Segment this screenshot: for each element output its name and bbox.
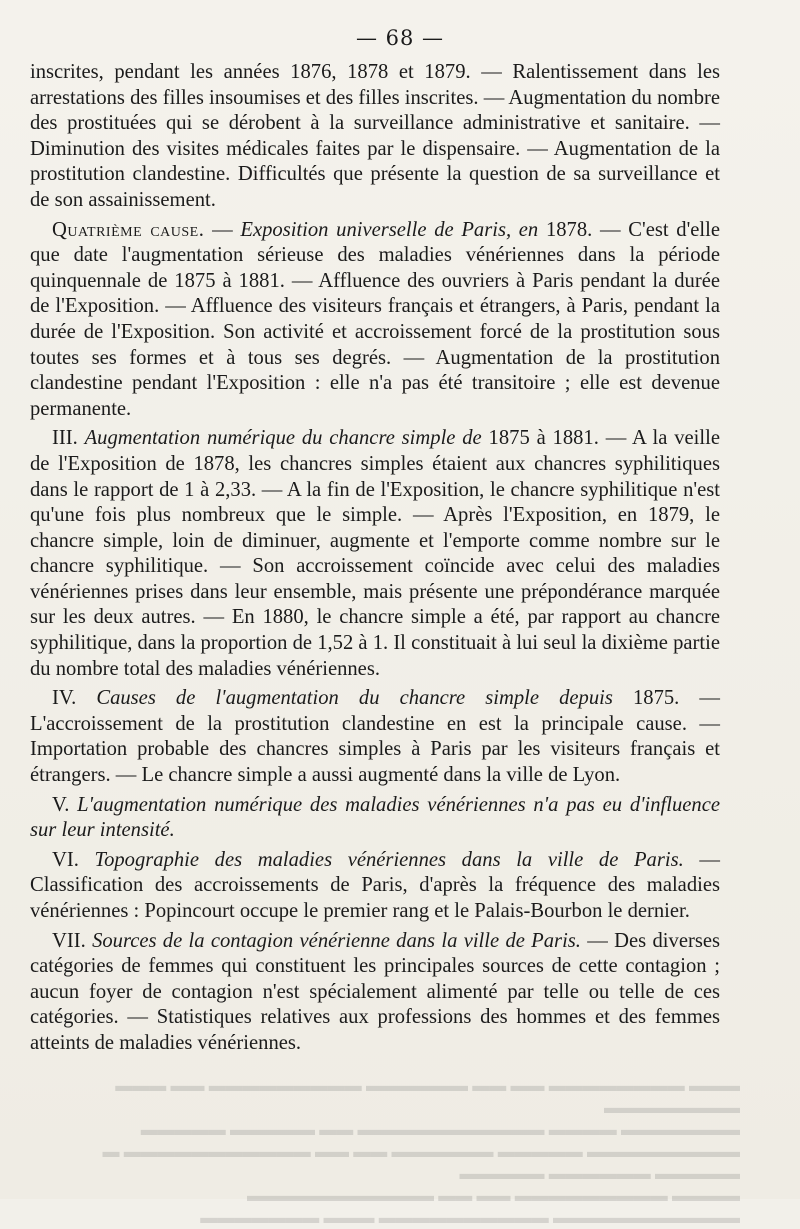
section-text: — Des diverses catégories de femmes qui constituent les principales sources de cette contagion ; aucun foyer de contagion n'est spécialement alimenté par telle ou telle de ces catégories. — Statistiques relatives aux professions des hommes et des femmes atteints de maladies vénériennes. xyxy=(30,929,720,1054)
section-text: — L'accroissement de la prostitution clandestine en est la principale cause. — Importation probable des chancres simples à Paris par les visiteurs français et étrangers. — Le chancre simple a aussi augmenté dans la ville de Lyon. xyxy=(30,687,720,787)
section-text: — Classification des accroissements de Paris, d'après la fréquence des maladies vénériennes : Popincourt occupe le premier rang et le Palais-Bourbon le dernier. xyxy=(30,848,720,922)
section-numeral: VII. xyxy=(52,929,86,952)
section-label: Quatrième cause. xyxy=(52,218,205,241)
section-title-tail: , en xyxy=(505,218,539,241)
bleed-through-text: ▬▬▬ ▬▬▬▬▬▬▬▬ ▬▬ ▬▬ ▬▬▬▬▬▬ ▬▬▬▬▬▬▬▬▬ ▬▬ ▬▬▬ ▬▬▬▬▬▬▬▬ ▬▬▬▬▬▬▬ ▬▬▬▬ ▬▬▬▬▬▬▬▬▬▬▬ ▬▬ ▬▬▬▬▬ ▬▬▬▬▬ ▬▬▬▬▬▬▬▬▬ ▬▬▬▬▬ ▬▬▬▬▬▬ ▬▬ ▬▬ ▬▬▬▬▬▬▬▬▬▬▬ ▬ ▬▬▬▬▬ ▬▬▬▬▬▬ ▬▬▬▬▬ ▬▬▬▬ ▬▬▬▬▬▬▬▬▬ ▬▬ ▬▬ ▬▬▬▬▬▬▬▬▬▬▬ ▬▬▬▬▬▬▬▬▬▬▬ ▬▬▬▬▬▬▬▬▬▬ ▬▬▬ ▬▬▬▬▬▬▬ xyxy=(102,1076,740,1227)
section-year: 1878. xyxy=(545,218,593,241)
paragraph-continuation: inscrites, pendant les années 1876, 1878 et 1879. — Ralentissement dans les arrestations des filles insoumises et des filles inscrites. — Augmentation du nombre des prostituées qui se dérobent à la surveillance administrative et sanitaire. — Diminution des visites médicales faites par le dispensaire. — Augmentation de la prostitution clandestine. Difficultés que présente la question de sa surveillance et de son assainissement. xyxy=(30,61,720,211)
paragraph-vi xyxy=(30,848,720,925)
section-numeral: III. xyxy=(52,427,78,450)
section-numeral: V. xyxy=(52,793,70,816)
paragraph-iii xyxy=(30,426,720,682)
page-number: — 68 — xyxy=(355,26,445,50)
section-text: — A la veille de l'Exposition de 1878, les chancres simples étaient aux chancres syphilitiques dans le rapport de 1 à 2,33. — A la fin de l'Exposition, le chancre syphilitique n'est qu'une fois plus nombreux que le simple. — Après l'Exposition, en 1879, le chancre simple, loin de diminuer, augmente et l'emporte comme nombre sur le chancre syphilitique. — Son accroissement coïncide avec celui des maladies vénériennes prises dans leur ensemble, mais présente une prépondérance marquée sur les deux autres. — En 1880, le chancre simple a été, par rapport au chancre syphilitique, dans la proportion de 1,52 à 1. Il constituait à lui seul la dixième partie du nombre total des maladies vénériennes. xyxy=(30,427,720,680)
paragraph-vii xyxy=(30,929,720,1057)
section-title: L'augmentation numérique des maladies vénériennes n'a pas eu d'influence sur leur intensité. xyxy=(30,793,720,842)
section-title: Causes de l'augmentation du chancre simple depuis xyxy=(96,687,613,710)
paragraph-quatrieme-cause: Quatrième cause. — Exposition universelle de Paris, en 1878. — C'est d'elle que date l'augmentation sérieuse des maladies vénériennes dans la période quinquennale de 1875 à 1881. — Affluence des ouvriers à Paris pendant la durée de l'Exposition. — Affluence des visiteurs français et étrangers, à Paris, pendant la durée de l'Exposition. Son activité et accroissement forcé de la prostitution sous toutes ses formes et à tous ses degrés. — Augmentation de la prostitution clandestine pendant l'Exposition : elle n'a pas été transitoire ; elle est devenue permanente. xyxy=(30,218,721,420)
page-body xyxy=(30,60,720,1061)
section-title-tail: 1875. xyxy=(632,687,680,710)
section-title: Sources de la contagion vénérienne dans la ville de Paris. xyxy=(92,929,581,952)
section-title: Exposition universelle de Paris xyxy=(240,218,506,241)
section-title: Topographie des maladies vénériennes dans la ville de Paris. xyxy=(94,848,684,871)
paragraph-v xyxy=(30,793,720,844)
section-numeral: IV. xyxy=(52,687,77,710)
paragraph-iv xyxy=(30,686,720,788)
section-title-tail: 1875 à 1881. xyxy=(488,427,599,450)
section-text: — C'est d'elle que date l'augmentation sérieuse des maladies vénériennes dans la période quinquennale de 1875 à 1881. — Affluence des ouvriers à Paris pendant la durée de l'Exposition. — Affluence des visiteurs français et étrangers, à Paris, pendant la durée de l'Exposition. Son activité et accroissement forcé de la prostitution sous toutes ses formes et à tous ses degrés. — Augmentation de la prostitution clandestine pendant l'Exposition : elle n'a pas été transitoire ; elle est devenue permanente. xyxy=(30,218,721,420)
section-title: Augmentation numérique du chancre simple de xyxy=(84,427,482,450)
section-numeral: VI. xyxy=(52,848,79,871)
